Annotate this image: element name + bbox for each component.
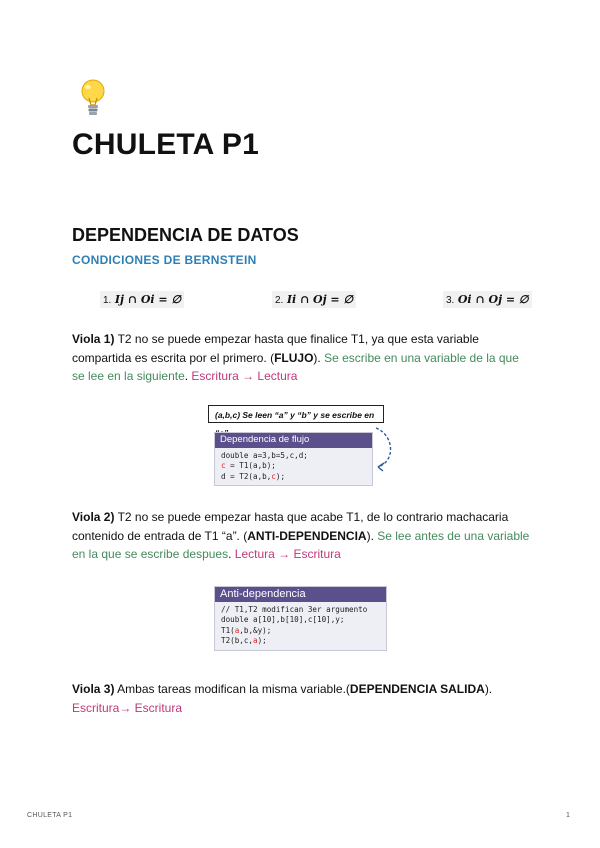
lightbulb-icon — [78, 78, 108, 120]
viola1-paragraph: Viola 1) T2 no se puede empezar hasta que finalice T1, ya que esta variable compartida es escrita por el primero. (FLUJO). Se escribe en una variable de la que se lee en la siguiente. Escritura → Lectura — [72, 332, 519, 383]
anti-dependency-figure — [214, 586, 387, 651]
condition-1: 1. Ij ∩ Oi = ∅ — [100, 291, 184, 308]
callout-note: (a,b,c) Se leen “a” y “b” y se escribe en — [208, 405, 384, 423]
flow-dependency-figure — [214, 432, 373, 486]
page-title: CHULETA P1 — [72, 128, 260, 161]
code-block: // T1,T2 modifican 3er argumento double a[10],b[10],c[10],y; T1(a,b,&y); T2(b,c,a); — [221, 604, 368, 645]
page-number: 1 — [566, 812, 571, 819]
subsection-title: CONDICIONES DE BERNSTEIN — [72, 253, 257, 267]
curved-arrow-icon — [372, 425, 398, 473]
condition-2: 2. Ii ∩ Oj = ∅ — [272, 291, 356, 308]
code-block: double a=3,b=5,c,d; c = T1(a,b); d = T2(a,b,c); — [221, 450, 308, 481]
figure-header: Anti-dependencia — [215, 587, 386, 602]
figure-header: Dependencia de flujo — [215, 433, 372, 448]
condition-3: 3. Oi ∩ Oj = ∅ — [443, 291, 532, 308]
section-title: DEPENDENCIA DE DATOS — [72, 225, 299, 245]
viola3-paragraph: Viola 3) Ambas tareas modifican la misma variable.(DEPENDENCIA SALIDA). Escritura→ Escritura — [72, 682, 493, 715]
footer-title: CHULETA P1 — [27, 812, 73, 819]
viola2-paragraph: Viola 2) T2 no se puede empezar hasta que acabe T1, de lo contrario machacaria contenido de entrada de T1 “a”. (ANTI-DEPENDENCIA). Se lee antes de una variable en la que se escribe despues. Lectura → Escritura — [72, 510, 530, 561]
